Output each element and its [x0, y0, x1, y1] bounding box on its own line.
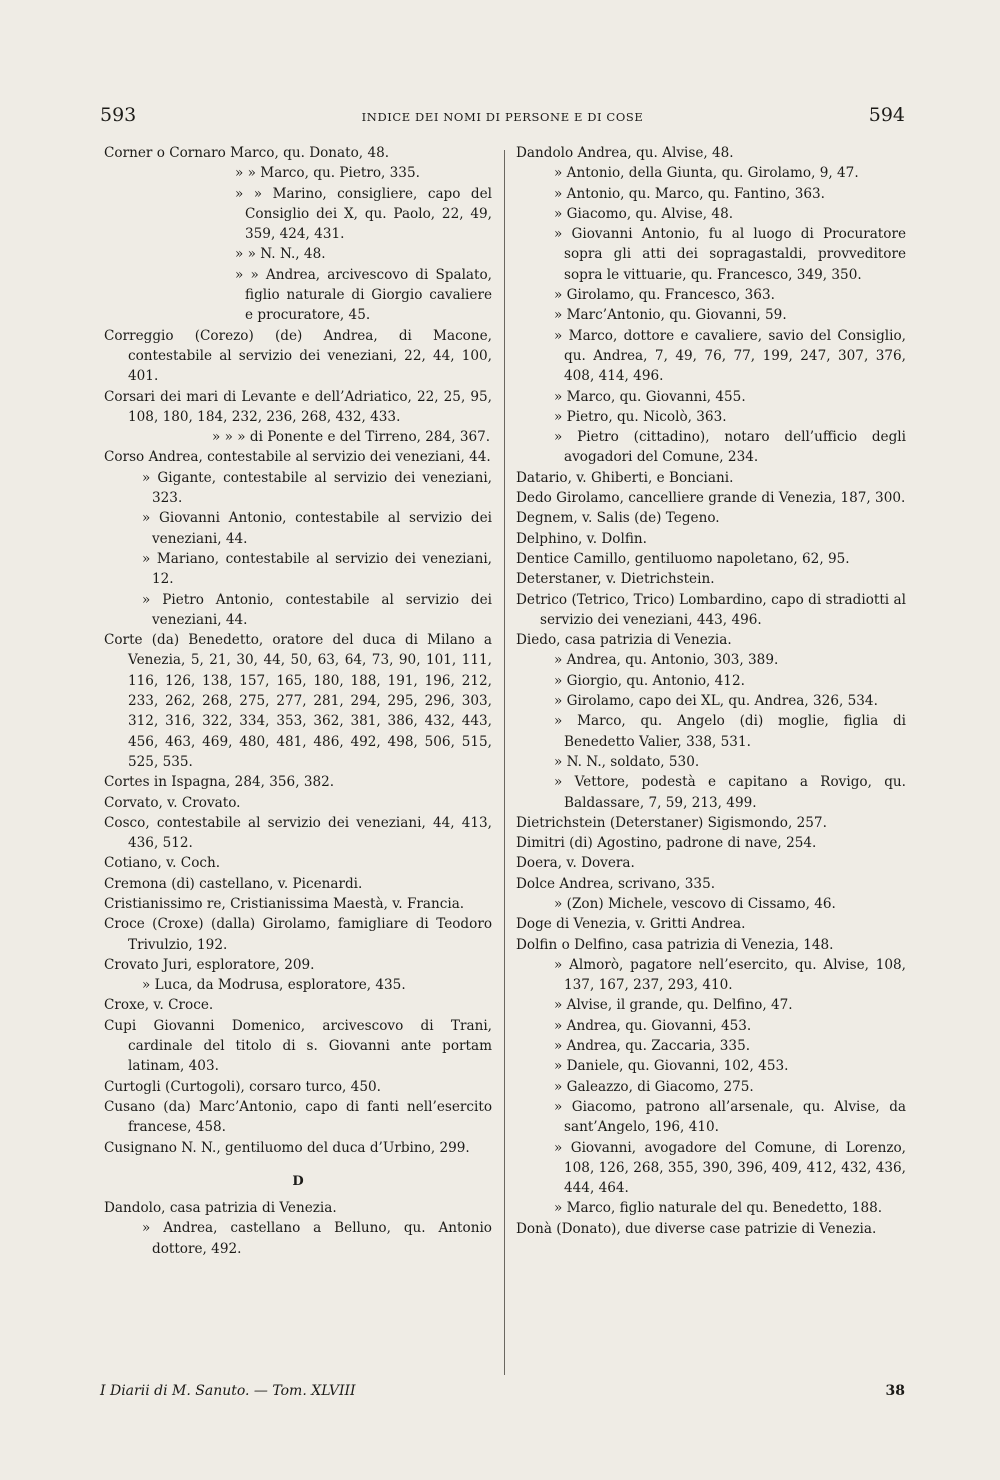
index-entry: » Andrea, qu. Giovanni, 453. [554, 1017, 752, 1034]
index-entry: Delphino, v. Dolfin. [516, 530, 647, 547]
index-entry: » Galeazzo, di Giacomo, 275. [554, 1078, 754, 1095]
index-entry: » Luca, da Modrusa, esploratore, 435. [142, 977, 406, 994]
index-entry: Doera, v. Dovera. [516, 855, 635, 872]
index-entry: » Giacomo, qu. Alvise, 48. [554, 205, 734, 222]
page-header [100, 104, 905, 130]
index-entry: » Pietro (cittadino), notaro dell’ufficio degli avogadori del Comune, 234. [554, 429, 906, 466]
index-entry: » Giovanni Antonio, contestabile al servizio dei veneziani, 44. [142, 510, 492, 547]
index-entry: » Giorgio, qu. Antonio, 412. [554, 672, 745, 689]
index-entry: » Marc’Antonio, qu. Giovanni, 59. [554, 307, 787, 324]
index-entry: » Almorò, pagatore nell’esercito, qu. Alvise, 108, 137, 167, 237, 293, 410. [554, 956, 906, 994]
index-entry: » Daniele, qu. Giovanni, 102, 453. [554, 1058, 789, 1075]
index-entry: Dolce Andrea, scrivano, 335. [516, 875, 716, 892]
index-entry: » Antonio, qu. Marco, qu. Fantino, 363. [554, 185, 825, 202]
footer-signature: 38 [885, 1383, 905, 1399]
index-entry: Cortes in Ispagna, 284, 356, 382. [104, 774, 335, 791]
index-entry: Cosco, contestabile al servizio dei veneziani, 44, 413, 436, 512. [104, 814, 492, 852]
index-entry: » Vettore, podestà e capitano a Rovigo, qu. Baldassare, 7, 59, 213, 499. [554, 774, 906, 811]
left-column [104, 143, 492, 1259]
index-entry: Degnem, v. Salis (de) Tegeno. [516, 510, 720, 527]
right-column [516, 143, 906, 1239]
index-entry: Crovato Juri, esploratore, 209. [104, 956, 315, 973]
index-entry: Cotiano, v. Coch. [104, 855, 221, 872]
index-entry: Croce (Croxe) (dalla) Girolamo, famigliare di Teodoro Trivulzio, 192. [104, 916, 492, 953]
index-entry: Dimitri (di) Agostino, padrone di nave, 254. [516, 835, 817, 852]
index-entry: » Antonio, della Giunta, qu. Girolamo, 9, 47. [554, 165, 859, 182]
index-entry: Cupi Giovanni Domenico, arcivescovo di Trani, cardinale del titolo di s. Giovanni ante portam latinam, 403. [104, 1017, 492, 1075]
index-entry: Diedo, casa patrizia di Venezia. [516, 632, 732, 649]
index-entry: Corner o Cornaro Marco, qu. Donato, 48. [104, 145, 390, 161]
index-entry: » Alvise, il grande, qu. Delfino, 47. [554, 997, 793, 1014]
index-entry: » » Marino, consigliere, capo del Consiglio dei X, qu. Paolo, 22, 49, 359, 424, 431. [235, 185, 492, 243]
index-entry: » Marco, dottore e cavaliere, savio del Consiglio, qu. Andrea, 7, 49, 76, 77, 199, 247, 307, 376, 408, 414, 496. [554, 327, 906, 385]
index-entry: Corte (da) Benedetto, oratore del duca di Milano a Venezia, 5, 21, 30, 44, 50, 63, 64, 73, 90, 101, 111, 116, 126, 138, 157, 165, 180, 188, 191, 196, 212, 233, 262, 268, 275, 277, 281, 294, 295, 296, 303, 312, 316, 322, 334, 353, 362, 381, 386, 432, 443, 456, 463, 469, 480, 481, 486, 492, 498, 506, 515, 525, 535. [104, 632, 492, 770]
index-entry: » Gigante, contestabile al servizio dei veneziani, 323. [142, 469, 492, 507]
index-entry: » Andrea, qu. Antonio, 303, 389. [554, 652, 779, 669]
index-entry: » » Marco, qu. Pietro, 335. [235, 165, 420, 182]
index-entry: Dolfin o Delfino, casa patrizia di Venezia, 148. [516, 936, 834, 953]
index-entry: » Girolamo, qu. Francesco, 363. [554, 287, 775, 304]
index-entry: » Giovanni Antonio, fu al luogo di Procuratore sopra gli atti dei sopragastaldi, provveditore sopra le vittuarie, qu. Francesco, 349, 350. [554, 226, 906, 283]
index-entry: Curtogli (Curtogoli), corsaro turco, 450. [104, 1078, 381, 1095]
right-page-number: 594 [868, 104, 905, 126]
index-entry: Dandolo Andrea, qu. Alvise, 48. [516, 145, 734, 161]
index-entry: Corsari dei mari di Levante e dell’Adriatico, 22, 25, 95, 108, 180, 184, 232, 236, 268, 432, 433. [104, 388, 492, 425]
index-entry: » Pietro, qu. Nicolò, 363. [554, 408, 727, 425]
index-entry: Corso Andrea, contestabile al servizio dei veneziani, 44. [104, 449, 491, 466]
index-entry: Cremona (di) castellano, v. Picenardi. [104, 875, 363, 892]
index-entry: Dietrichstein (Deterstaner) Sigismondo, 257. [516, 814, 827, 831]
index-entry: » Mariano, contestabile al servizio dei veneziani, 12. [142, 550, 492, 588]
index-entry: » Marco, qu. Giovanni, 455. [554, 388, 746, 405]
index-entry: Donà (Donato), due diverse case patrizie di Venezia. [516, 1220, 877, 1237]
index-entry: » N. N., soldato, 530. [554, 753, 700, 770]
page-footer [100, 1383, 905, 1405]
index-entry: Deterstaner, v. Dietrichstein. [516, 571, 715, 588]
index-entry: Doge di Venezia, v. Gritti Andrea. [516, 916, 746, 933]
column-divider [504, 150, 505, 1375]
index-entry: Dentice Camillo, gentiluomo napoletano, 62, 95. [516, 550, 850, 567]
index-entry: » Giovanni, avogadore del Comune, di Lorenzo, 108, 126, 268, 355, 390, 396, 409, 412, 432, 436, 444, 464. [554, 1139, 906, 1197]
footer-volume: I Diarii di M. Sanuto. — Tom. XLVIII [100, 1383, 356, 1399]
section-letter: D [292, 1173, 304, 1189]
index-entry: » » Andrea, arcivescovo di Spalato, figlio naturale di Giorgio cavaliere e procuratore, 45. [235, 266, 492, 324]
index-entry: » Girolamo, capo dei XL, qu. Andrea, 326, 534. [554, 693, 878, 710]
index-entry: Dandolo, casa patrizia di Venezia. [104, 1200, 337, 1217]
index-entry: » Marco, figlio naturale del qu. Benedetto, 188. [554, 1200, 883, 1217]
index-entry: Datario, v. Ghiberti, e Bonciani. [516, 469, 734, 486]
index-entry: » Giacomo, patrono all’arsenale, qu. Alvise, da sant’Angelo, 196, 410. [554, 1098, 906, 1136]
left-page-number: 593 [100, 104, 137, 126]
index-entry: » Marco, qu. Angelo (di) moglie, figlia di Benedetto Valier, 338, 531. [554, 713, 906, 750]
index-entry: Correggio (Corezo) (de) Andrea, di Macone, contestabile al servizio dei veneziani, 22, 44, 100, 401. [104, 327, 492, 385]
index-entry: » Andrea, castellano a Belluno, qu. Antonio dottore, 492. [142, 1220, 492, 1257]
index-entry: Detrico (Tetrico, Trico) Lombardino, capo di stradiotti al servizio dei veneziani, 443, 496. [516, 591, 906, 628]
index-entry: Corvato, v. Crovato. [104, 794, 241, 811]
index-entry: Croxe, v. Croce. [104, 997, 214, 1014]
index-entry: Cristianissimo re, Cristianissima Maestà, v. Francia. [104, 895, 465, 912]
index-entry: » Pietro Antonio, contestabile al servizio dei veneziani, 44. [142, 591, 492, 628]
index-entry: » Andrea, qu. Zaccaria, 335. [554, 1038, 751, 1055]
index-entry: Dedo Girolamo, cancelliere grande di Venezia, 187, 300. [516, 490, 906, 507]
index-entry: » (Zon) Michele, vescovo di Cissamo, 46. [554, 895, 836, 912]
index-entry: » » » di Ponente e del Tirreno, 284, 367. [212, 429, 491, 446]
running-title: INDICE DEI NOMI DI PERSONE E DI COSE [361, 110, 644, 124]
index-entry: Cusignano N. N., gentiluomo del duca d’Urbino, 299. [104, 1139, 470, 1156]
index-entry: » » N. N., 48. [235, 246, 326, 263]
index-entry: Cusano (da) Marc’Antonio, capo di fanti nell’esercito francese, 458. [104, 1098, 492, 1136]
